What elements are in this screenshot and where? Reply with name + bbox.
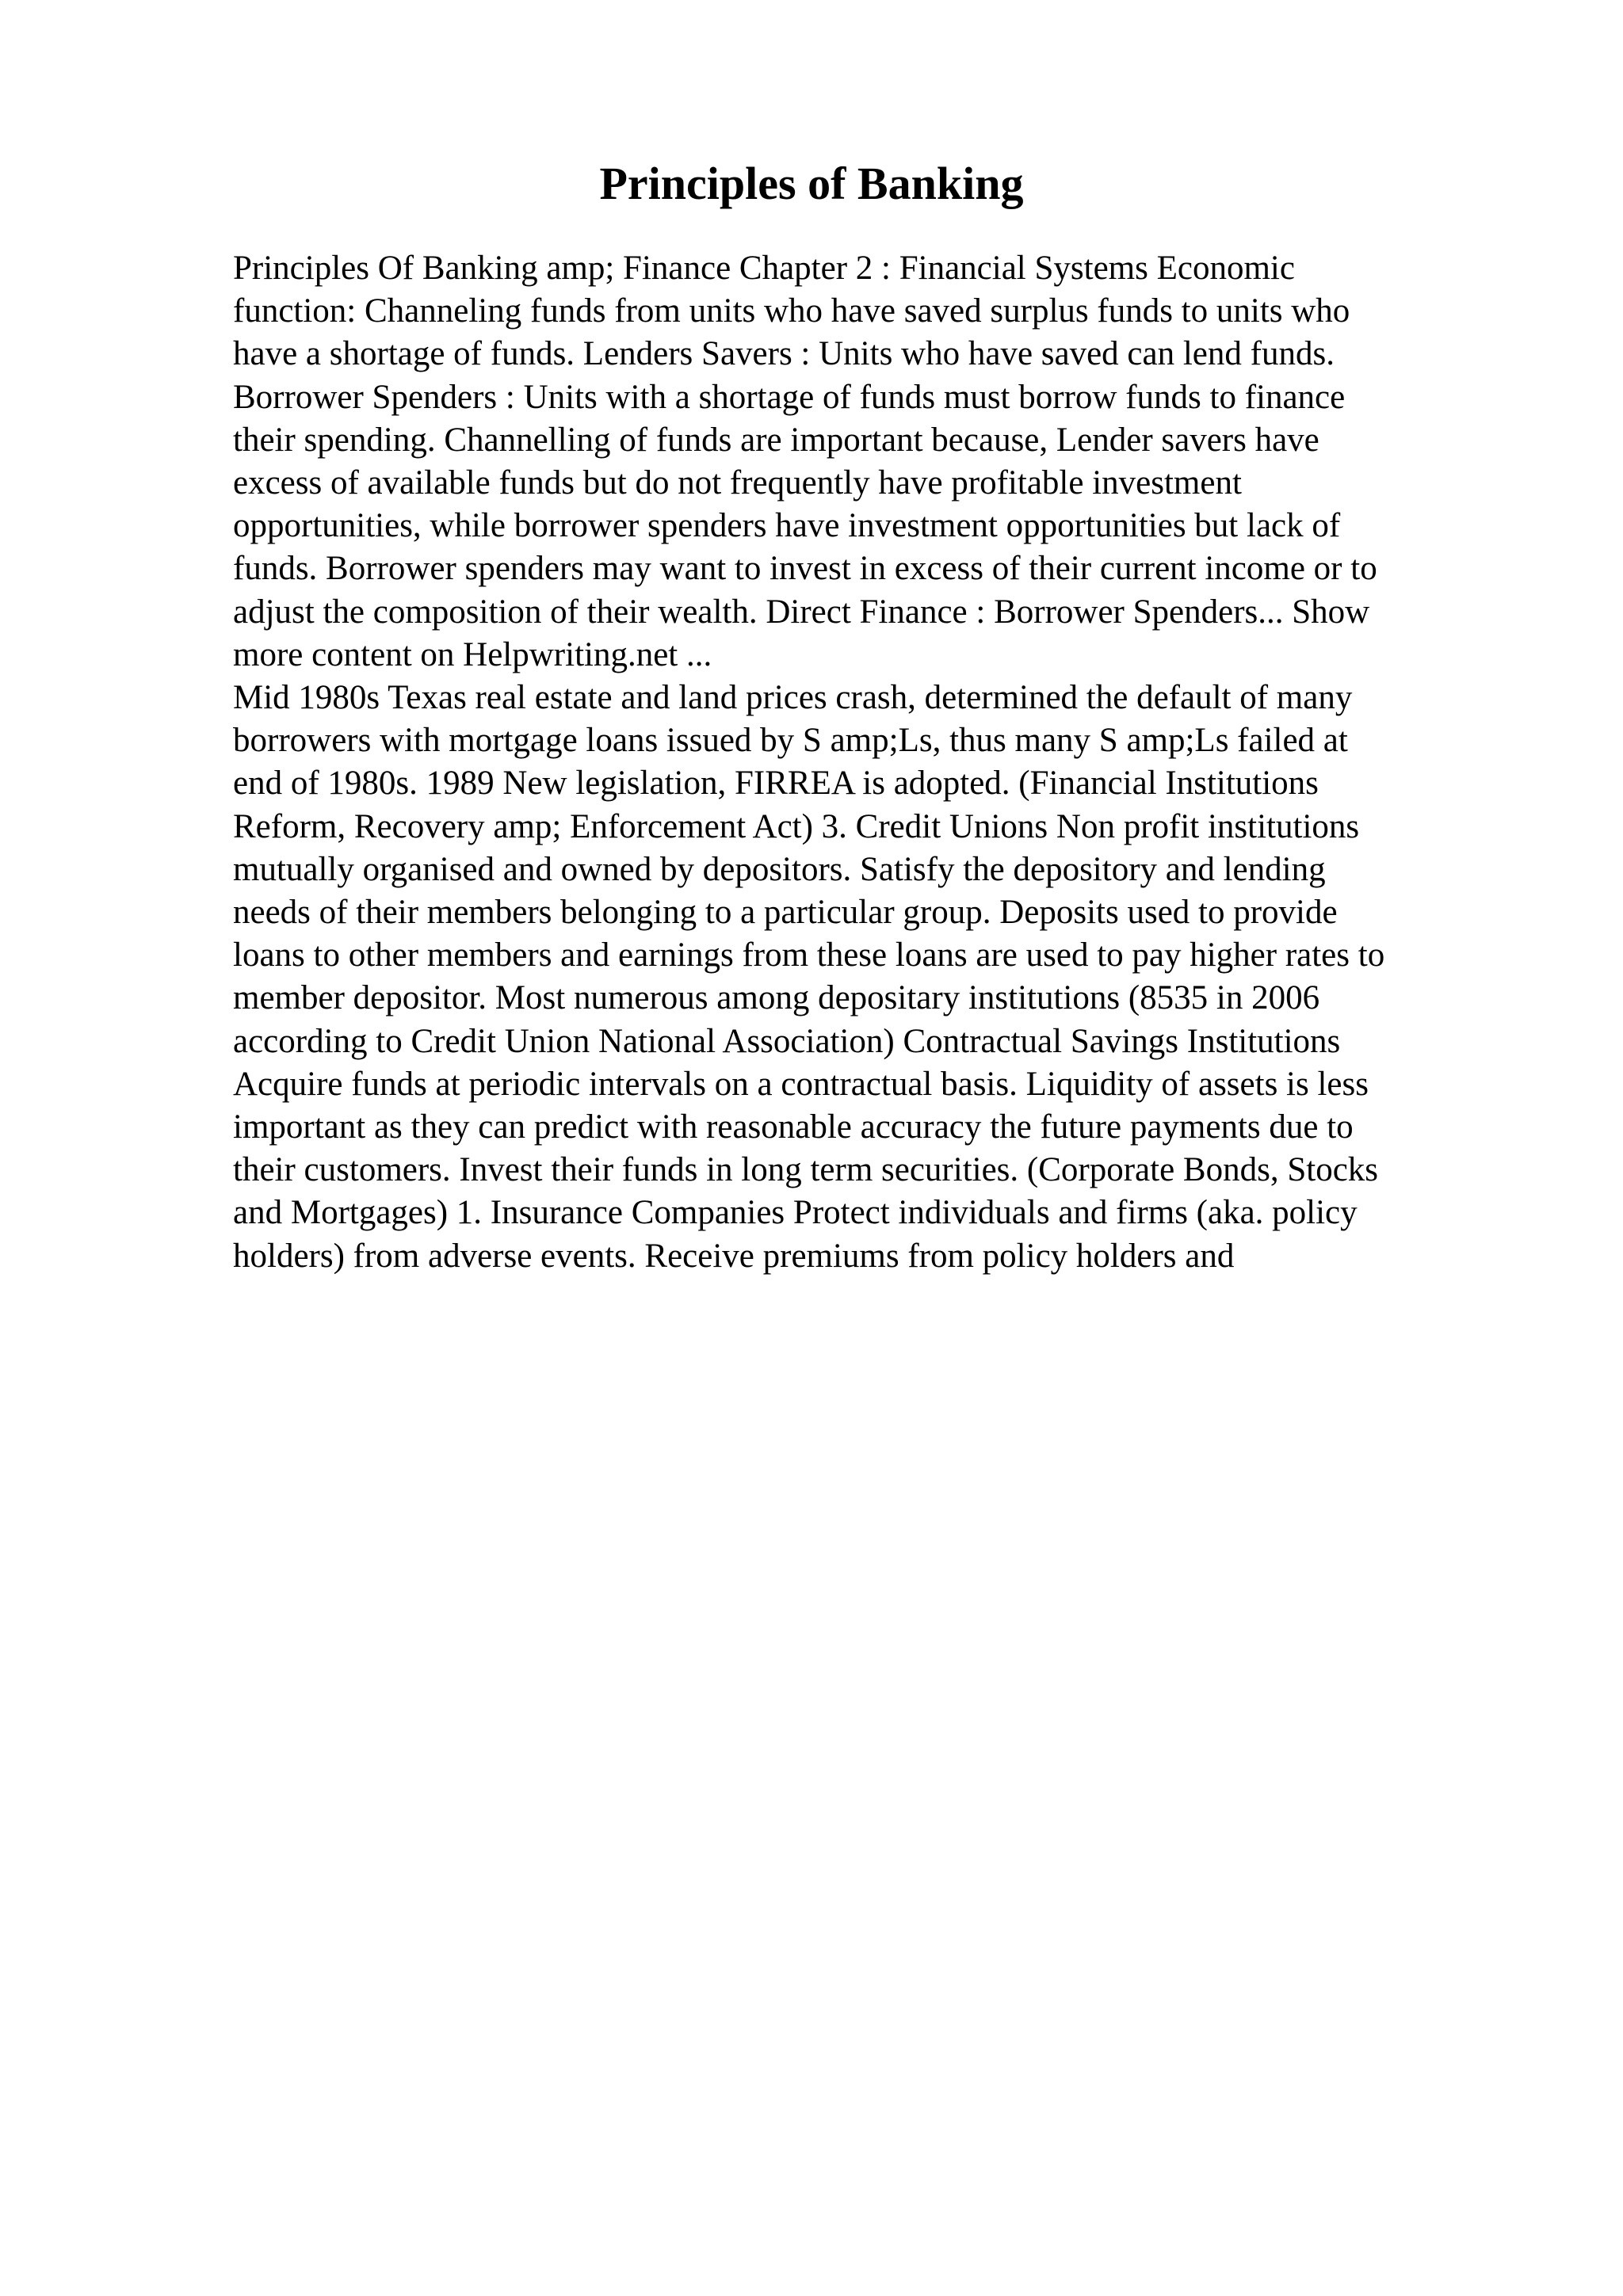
text-line: important as they can predict with reasonable accuracy the future payments due to (233, 1108, 1354, 1146)
text-line: borrowers with mortgage loans issued by S amp;Ls, thus many S amp;Ls failed at (233, 722, 1348, 760)
text-line: loans to other members and earnings from these loans are used to pay higher rates to (233, 936, 1385, 974)
text-line: according to Credit Union National Association) Contractual Savings Institutions (233, 1022, 1341, 1060)
text-line: funds. Borrower spenders may want to invest in excess of their current income or to (233, 550, 1377, 588)
text-line: function: Channeling funds from units who have saved surplus funds to units who (233, 292, 1350, 330)
text-line: Reform, Recovery amp; Enforcement Act) 3. Credit Unions Non profit institutions (233, 807, 1360, 845)
text-line: opportunities, while borrower spenders have investment opportunities but lack of (233, 507, 1341, 545)
text-line: end of 1980s. 1989 New legislation, FIRREA is adopted. (Financial Institutions (233, 765, 1319, 803)
text-line: adjust the composition of their wealth. Direct Finance : Borrower Spenders... Show (233, 593, 1370, 631)
text-line: mutually organised and owned by depositors. Satisfy the depository and lending (233, 850, 1326, 888)
text-line: holders) from adverse events. Receive premiums from policy holders and (233, 1237, 1235, 1275)
text-line: Mid 1980s Texas real estate and land prices crash, determined the default of many (233, 679, 1353, 717)
text-line: Borrower Spenders : Units with a shortage of funds must borrow funds to finance (233, 378, 1346, 416)
text-line: needs of their members belonging to a particular group. Deposits used to provide (233, 894, 1338, 932)
text-line: and Mortgages) 1. Insurance Companies Protect individuals and firms (aka. policy (233, 1194, 1358, 1232)
text-line: more content on Helpwriting.net ... (233, 635, 712, 673)
paragraph-1 (233, 247, 1510, 677)
text-line: their customers. Invest their funds in long term securities. (Corporate Bonds, Stocks (233, 1151, 1379, 1189)
page-title: Principles of Banking (599, 158, 1024, 209)
text-line: excess of available funds but do not frequently have profitable investment (233, 464, 1242, 502)
text-line: Principles Of Banking amp; Finance Chapter 2 : Financial Systems Economic (233, 250, 1295, 287)
text-line: their spending. Channelling of funds are important because, Lender savers have (233, 421, 1319, 459)
paragraph-2 (233, 677, 1510, 1278)
text-line: have a shortage of funds. Lenders Savers : Units who have saved can lend funds. (233, 335, 1335, 373)
text-line: Acquire funds at periodic intervals on a contractual basis. Liquidity of assets is less (233, 1065, 1369, 1103)
text-line: member depositor. Most numerous among depositary institutions (8535 in 2006 (233, 979, 1320, 1017)
document-body (233, 247, 1510, 1278)
